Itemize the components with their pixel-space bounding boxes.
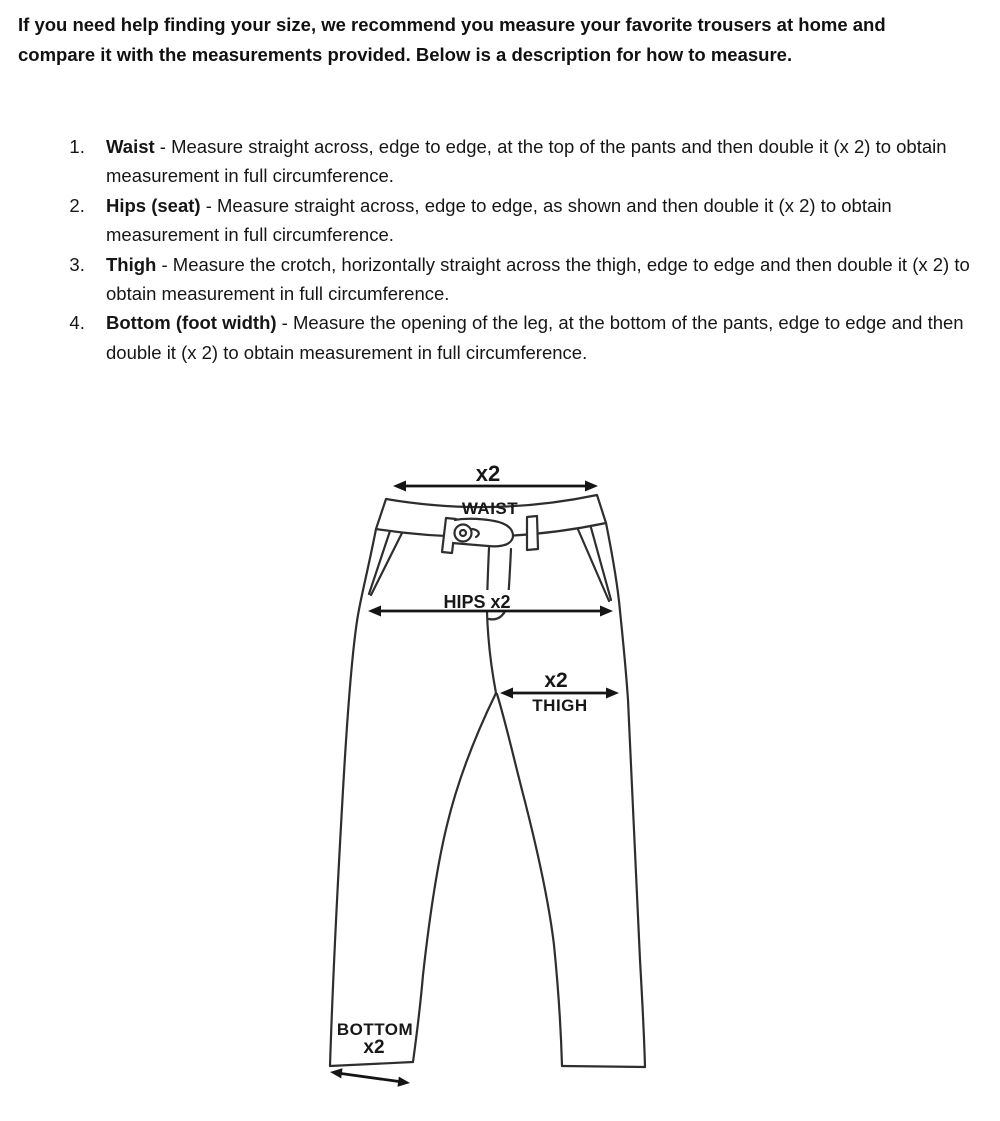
list-item-thigh <box>90 250 970 309</box>
left-leg-hem <box>330 1062 413 1066</box>
left-leg-inner-seam <box>413 693 496 1062</box>
description-hips: - Measure straight across, edge to edge, as shown and then double it (x 2) to obtain measurement in full circumference. <box>106 194 892 246</box>
left-leg-outer-seam <box>330 529 376 1066</box>
trousers-measurement-diagram <box>280 440 740 1121</box>
instructions-text-block <box>18 10 970 367</box>
waist-label: WAIST <box>461 499 519 518</box>
description-waist: - Measure straight across, edge to edge, at the top of the pants and then double it (x 2) to obtain measurement in full circumference. <box>106 136 947 187</box>
term-thigh: Thigh <box>106 253 157 275</box>
hips-arrowhead-right <box>600 606 613 617</box>
measurement-instructions-list <box>18 132 970 367</box>
bottom-label: BOTTOM <box>336 1020 414 1039</box>
thigh-arrowhead-left <box>500 688 513 699</box>
hips-label: HIPS x2 <box>443 592 511 612</box>
thigh-label: THIGH <box>532 696 588 715</box>
list-item-hips <box>90 191 970 250</box>
intro-paragraph: If you need help finding your size, we recommend you measure your favorite trousers at home and compare it with the measurements provided. Below is a description for how to measure. <box>18 14 886 65</box>
right-pocket-lines <box>577 524 611 601</box>
waist-arrowhead-right <box>585 481 598 492</box>
measurement-arrows <box>330 481 619 1087</box>
thigh-arrowhead-right <box>606 688 619 699</box>
term-hips: Hips (seat) <box>106 194 201 216</box>
thigh-multiplier-label: x2 <box>544 669 568 692</box>
trousers-outline-drawing <box>330 495 645 1067</box>
bottom-arrowhead-left <box>330 1068 343 1078</box>
right-leg-inner-seam <box>497 694 562 1066</box>
right-leg-hem <box>562 1066 645 1067</box>
term-waist: Waist <box>106 136 155 157</box>
belt-loop-right <box>527 516 538 550</box>
right-leg-outer-seam <box>606 523 645 1067</box>
list-item-waist <box>90 132 970 191</box>
bottom-multiplier-label: x2 <box>363 1037 385 1058</box>
measurement-labels <box>337 461 588 1058</box>
waist-multiplier-label: x2 <box>475 461 501 486</box>
bottom-arrow <box>330 1068 410 1086</box>
bottom-arrowhead-right <box>398 1077 411 1087</box>
hips-arrowhead-left <box>368 606 381 617</box>
term-bottom: Bottom (foot width) <box>106 312 277 334</box>
list-item-bottom <box>90 308 970 367</box>
description-bottom: - Measure the opening of the leg, at the bottom of the pants, edge to edge and then double it (x 2) to obtain measurement in full circumference. <box>106 312 964 363</box>
description-thigh: - Measure the crotch, horizontally straight across the thigh, edge to edge and then double it (x 2) to obtain measurement in full circumference. <box>106 253 970 305</box>
waistband-button <box>455 525 472 542</box>
fly-center-seam <box>487 548 496 693</box>
waist-arrowhead-left <box>393 481 406 492</box>
